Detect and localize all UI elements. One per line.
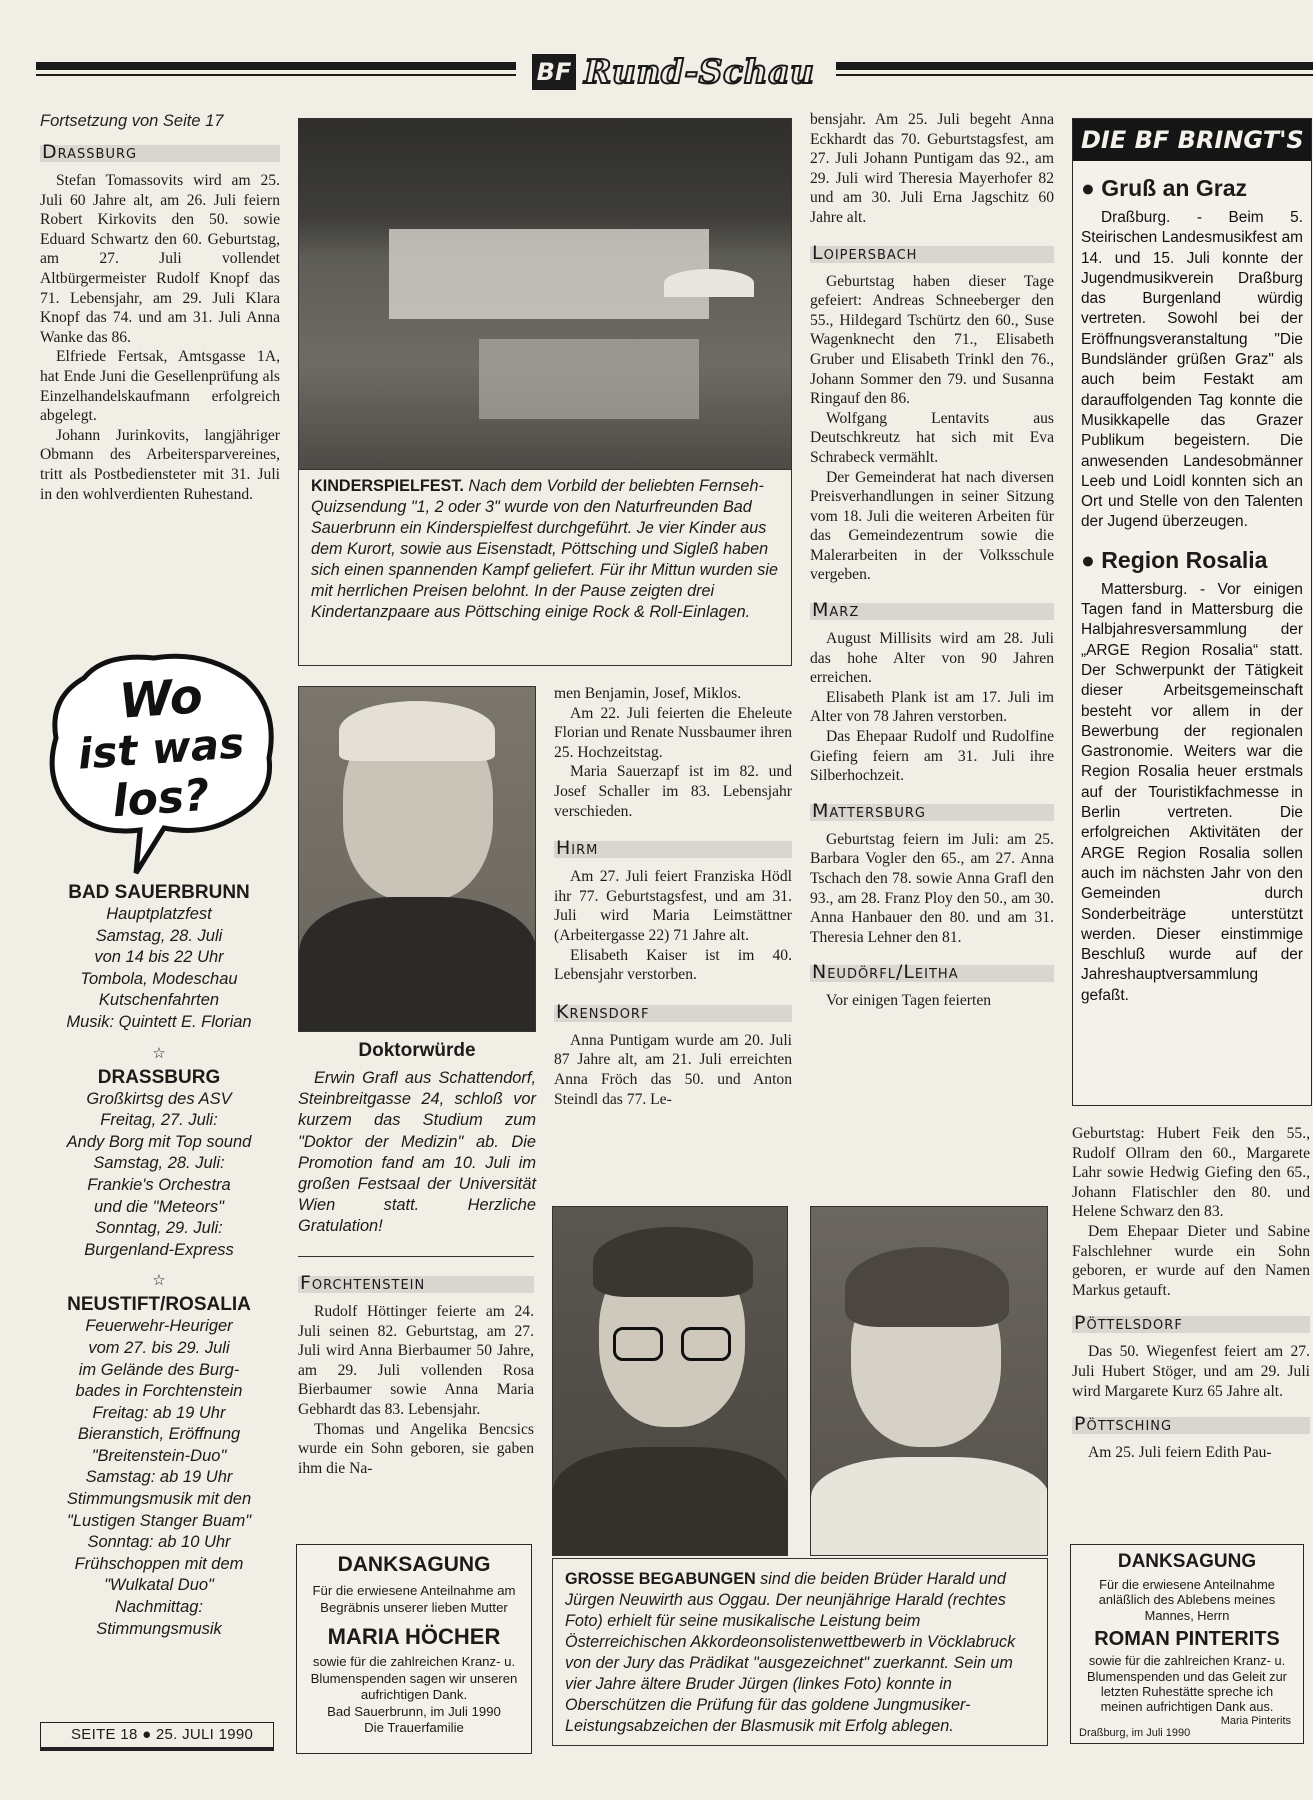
paragraph: Der Gemeinderat hat nach diversen Preisverhandlungen in seiner Sitzung vom 18. Juli die weiteren Arbeiten für das Gemeindezentrum sowie die Malerarbeiten in der Volksschule vergeben. xyxy=(810,468,1054,584)
column-3 xyxy=(554,684,792,1109)
danksagung-place: Draßburg, im Juli 1990 xyxy=(1079,1726,1191,1739)
paragraph: Thomas und Angelika Bencsics wurde ein Sohn geboren, sie gaben ihm die Na- xyxy=(298,1420,534,1477)
event-line: Frankie's Orchestra xyxy=(87,1175,231,1194)
paragraph: August Millisits wird am 28. Juli das hohe Alter von 90 Jahren erreichen. xyxy=(810,630,1054,687)
event-line: vom 27. bis 29. Juli xyxy=(88,1338,230,1357)
event-line: von 14 bis 22 Uhr xyxy=(94,948,224,967)
heading-neudoerfl: Neudörfl/Leitha xyxy=(810,959,1054,985)
event-line: Nachmittag: xyxy=(114,1598,204,1617)
danksagung-place: Bad Sauerbrunn, im Juli 1990 xyxy=(327,1703,501,1719)
section-title: Rund-Schau xyxy=(584,52,815,91)
paragraph: Anna Puntigam wurde am 20. Juli 87 Jahre alt, am 21. Juli erreichten Anna Fröch das 50. und Anton Steindl das 77. Le- xyxy=(554,1031,792,1108)
column-forchtenstein xyxy=(298,1270,534,1478)
heading-poettsching: Pöttsching xyxy=(1072,1411,1310,1437)
danksagung-intro: Für die erwiesene Anteilnahme am Begräbnis unserer lieben Mutter xyxy=(312,1583,516,1615)
event-line: Kutschenfahrten xyxy=(98,991,220,1010)
paragraph: Geburtstag haben dieser Tage gefeiert: Andreas Schneeberger den 55., Hildegard Tschürtz den 60., Suse Wagenknecht den 71., Elisabeth Gruber und Elisabeth Trinkl den 76., Johann Sommer den 79. und Susanna Ringauf den 86. xyxy=(810,272,1054,408)
event-line: Stimmungsmusik xyxy=(96,1619,222,1638)
events-list xyxy=(36,870,282,1640)
danksagung-body: sowie für die zahlreichen Kranz- u. Blumenspenden sagen wir unseren aufrichtigen Dank. xyxy=(310,1654,518,1702)
paragraph: Rudolf Höttinger feierte am 24. Juli seinen 82. Geburtstag, am 27. Juli wird Anna Bierbaumer 50 Jahre, am 29. Juli vollenden Rosa Bierbaumer sowie Anna Maria Gebhardt das 83. Lebensjahr. xyxy=(298,1303,534,1418)
event-line: Samstag, 28. Juli xyxy=(95,926,223,945)
bf-logo: BF xyxy=(532,54,576,90)
paragraph: Elisabeth Kaiser ist im 40. Lebensjahr verstorben. xyxy=(554,946,792,984)
paragraph: Am 25. Juli feiern Edith Pau- xyxy=(1088,1444,1272,1462)
danksagung-hoecher xyxy=(296,1544,532,1754)
event-line: Andy Borg mit Top sound xyxy=(66,1132,252,1151)
danksagung-pinterits xyxy=(1070,1544,1304,1744)
paragraph: Vor einigen Tagen feierten xyxy=(826,992,992,1010)
danksagung-name: ROMAN PINTERITS xyxy=(1094,1628,1280,1651)
paragraph: Am 22. Juli feierten die Eheleute Florian und Renate Nussbaumer ihren 25. Hochzeitstag. xyxy=(554,704,792,761)
paragraph: Wolfgang Lentavits aus Deutschkreutz hat sich mit Eva Schrabeck vermählt. xyxy=(810,409,1054,466)
event-line: Feuerwehr-Heuriger xyxy=(85,1317,233,1336)
photo-kinderspielfest xyxy=(298,118,792,470)
event-line: Frühschoppen mit dem xyxy=(74,1554,244,1573)
event-line: Bieranstich, Eröffnung xyxy=(77,1425,241,1444)
bubble-line: Wo xyxy=(117,668,205,730)
paragraph: Am 27. Juli feiert Franziska Hödl ihr 77. Geburtstagsfest, und am 31. Juli wird Maria Leimstättner (Arbeitergasse 22) 71 Jahre alt. xyxy=(554,868,792,944)
danksagung-body: sowie für die zahlreichen Kranz- u. Blumenspenden und das Geleit zur letzten Ruhestätte spreche ich meinen aufrichtigen Dank aus. xyxy=(1087,1653,1287,1715)
danksagung-name: MARIA HÖCHER xyxy=(327,1624,501,1649)
paragraph: Elfriede Fertsak, Amtsgasse 1A, hat Ende Juni die Gesellenprüfung als Einzelhandelskaufmann erfolgreich abgelegt. xyxy=(40,348,280,425)
event-line: Musik: Quintett E. Florian xyxy=(66,1012,252,1031)
paragraph: Elisabeth Plank ist am 17. Juli im Alter von 78 Jahren verstorben. xyxy=(810,688,1054,726)
event-line: Freitag: ab 19 Uhr xyxy=(92,1403,226,1422)
photo-juergen xyxy=(552,1206,788,1556)
danksagung-title: DANKSAGUNG xyxy=(337,1553,491,1576)
event-line: Samstag: ab 19 Uhr xyxy=(85,1468,233,1487)
event-line: Hauptplatzfest xyxy=(106,905,212,923)
event-line: Burgenland-Express xyxy=(84,1240,234,1259)
paragraph: Stefan Tomassovits wird am 25. Juli 60 Jahre alt, am 26. Juli feiern Robert Kirkovits den 50. sowie Eduard Schwartz den 60. Geburtstag, am 27. Juli vollendet Altbürgermeister Rudolf Knopf das 71. Lebensjahr, am 29. Juli Klara Knopf das 74. und am 31. Juli Anna Wanke das 86. xyxy=(40,172,280,346)
paragraph: Das 50. Wiegenfest feiert am 27. Juli Hubert Stöger, und am 29. Juli wird Margarete Kurz 65 Jahre alt. xyxy=(1072,1343,1310,1400)
heading-krensdorf: Krensdorf xyxy=(554,999,792,1025)
danksagung-intro: Für die erwiesene Anteilnahme anläßlich des Ablebens meines Mannes, Herrn xyxy=(1098,1577,1276,1623)
column-4 xyxy=(810,110,1054,1011)
danksagung-sign: Maria Pinterits xyxy=(1220,1714,1291,1727)
heading-forchtenstein: Forchtenstein xyxy=(298,1270,534,1296)
event-line: "Breitenstein-Duo" xyxy=(91,1446,227,1465)
event-line: Großkirtsg des ASV xyxy=(86,1089,232,1108)
heading-poettelsdorf: Pöttelsdorf xyxy=(1072,1310,1310,1336)
paragraph: Maria Sauerzapf ist im 82. und Josef Schaller im 83. Lebensjahr verschieden. xyxy=(554,763,792,820)
paragraph: Geburtstag feiern im Juli: am 25. Barbara Vogler den 65., am 27. Anna Tschach den 78. sowie Anna Grafl den 93., am 28. Franz Ploy den 50., am 30. Anna Hanbauer den 80. und am 31. Theresia Lehner den 81. xyxy=(810,830,1054,946)
star-divider: ☆ xyxy=(152,1273,166,1290)
doktor-text: Erwin Grafl aus Schattendorf, Steinbreitgasse 24, schloß vor kurzem das Studium zum "Doktor der Medizin" ab. Die Promotion fand am 10. Juli im großen Festsaal der Universität Wien statt. Herzliche Gratulation! xyxy=(298,1069,536,1236)
page-footer: SEITE 18 ● 25. JULI 1990 xyxy=(40,1722,274,1748)
star-divider: ☆ xyxy=(152,1045,166,1062)
event-line: Sonntag: ab 10 Uhr xyxy=(87,1533,231,1552)
paragraph: men Benjamin, Josef, Miklos. xyxy=(554,685,742,702)
paragraph: Johann Jurinkovits, langjähriger Obmann des Arbeitersparvereines, tritt als Postbediensteter mit 31. Juli in den wohlverdienten Ruhestand. xyxy=(40,426,280,503)
masthead xyxy=(36,52,1313,96)
event-line: "Lustigen Stanger Buam" xyxy=(66,1511,252,1530)
heading-marz: Marz xyxy=(810,597,1054,623)
caption-kinderspielfest: KINDERSPIELFEST. Nach dem Vorbild der beliebten Fernseh-Quizsendung "1, 2 oder 3" wurde von den Naturfreunden Bad Sauerbrunn ein Kinderspielfest durchgeführt. Je vier Kinder aus dem Kurort, sowie aus Eisenstadt, Pöttsching und Sigleß haben sich einen spannenden Kampf geliefert. Für ihr Mittun wurden sie mit herrlichen Preisen belohnt. In der Pause zeigten drei Kindertanzpaare aus Pöttsching einige Rock & Roll-Einlagen. xyxy=(298,470,792,666)
column-1 xyxy=(40,112,280,504)
event-line: im Gelände des Burg- xyxy=(78,1360,240,1379)
event-line: Tombola, Modeschau xyxy=(80,969,238,988)
paragraph: Dem Ehepaar Dieter und Sabine Falschlehner wurde ein Sohn geboren, er wurde auf den Namen Markus getauft. xyxy=(1072,1222,1310,1299)
bubble-line: los? xyxy=(110,769,212,828)
event-line: Sonntag, 29. Juli: xyxy=(95,1219,223,1238)
bf-text-rosalia: Mattersburg. - Vor einigen Tagen fand in Mattersburg die Halbjahresversammlung der „ARGE Region Rosalia“ statt. Der Schwerpunkt der Tätigkeit dieser Arbeitsgemeinschaft besteht vor allem in der Bewerbung der regionalen Gastronomie. Weiters war die Region Rosalia heuer erstmals auf der Touristikfachmesse in Berlin vertreten. Die erfolgreichen Aktivitäten der ARGE Region Rosalia sollen auch im nächsten Jahr von den Gemeinden durch Sonderbeiträge unterstützt werden. Dieser einstimmige Beschluß wurde auf der Jahreshauptversammlung gefaßt. xyxy=(1081,580,1303,1004)
event-line: bades in Forchtenstein xyxy=(75,1382,243,1401)
paragraph: Das Ehepaar Rudolf und Rudolfine Giefing feiern am 31. Juli ihre Silberhochzeit. xyxy=(810,728,1054,785)
bf-heading-rosalia: ● Region Rosalia xyxy=(1081,546,1268,573)
caption-begabungen: GROSSE BEGABUNGEN sind die beiden Brüder Harald und Jürgen Neuwirth aus Oggau. Der neunjährige Harald (rechtes Foto) erhielt für seine musikalische Leistung beim Österreichischen Akkordeonsolistenwettbewerb in Vöcklabruck von der Jury das Prädikat "ausgezeichnet" zuerkannt. Sein um vier Jahre ältere Bruder Jürgen (linkes Foto) konnte in Oberschützen die Prüfung für das goldene Jungmusiker-Leistungsabzeichen der Blasmusik mit Erfolg ablegen. xyxy=(552,1558,1048,1746)
bf-text-graz: Draßburg. - Beim 5. Steirischen Landesmusikfest am 14. und 15. Juli konnte der Jugendmusikverein Draßburg das Burgenland würdig vertreten. Sowohl bei der Eröffnungsveranstaltung "Die Bundsländer grüßen Graz" als auch beim Festakt am darauffolgenden Tag konnte die Musikkapelle das Grazer Publikum begeistern. Die anwesenden Landesobmänner Leeb und Loidl konnten sich an Ort und Stelle von den Talenten der Jugend überzeugen. xyxy=(1081,209,1303,531)
danksagung-title: DANKSAGUNG xyxy=(1117,1551,1257,1572)
heading-drassburg: Drassburg xyxy=(40,139,280,165)
bf-bringts-box xyxy=(1072,118,1312,1106)
paragraph: Geburtstag: Hubert Feik den 55., Rudolf Ollram den 60., Margarete Lahr sowie Hedwig Giefing den 65., Johann Flatischler den 80. und Helene Schwarz den 83. xyxy=(1072,1125,1310,1221)
event-title: DRASSBURG xyxy=(97,1066,221,1088)
events-bubble xyxy=(44,648,278,878)
heading-loipersbach: Loipersbach xyxy=(810,240,1054,266)
column-5 xyxy=(1072,1124,1310,1463)
paragraph: bensjahr. Am 25. Juli begeht Anna Eckhardt das 70. Geburtstagsfest, am 27. Juli Johann Puntigam das 92., am 29. Juli wird Theresia Mayerhofer 82 und am 30. Juli Erna Jagschitz 60 Jahre alt. xyxy=(810,111,1054,226)
event-title: NEUSTIFT/ROSALIA xyxy=(67,1294,251,1316)
photo-harald xyxy=(810,1206,1048,1556)
bf-banner: DIE BF BRINGT'S xyxy=(1073,119,1311,161)
event-line: und die "Meteors" xyxy=(93,1197,225,1216)
bubble-line: ist was xyxy=(76,718,246,779)
continued-note: Fortsetzung von Seite 17 xyxy=(40,112,224,130)
danksagung-sign: Die Trauerfamilie xyxy=(364,1720,464,1735)
photo-portrait-grafl xyxy=(298,686,536,1032)
event-line: "Wulkatal Duo" xyxy=(104,1576,214,1595)
event-line: Freitag, 27. Juli: xyxy=(100,1111,218,1130)
event-line: Samstag, 28. Juli: xyxy=(93,1154,225,1173)
event-line: Stimmungsmusik mit den xyxy=(66,1490,252,1509)
bullet-icon: ● xyxy=(1081,546,1102,573)
bf-heading-graz: ● Gruß an Graz xyxy=(1081,175,1247,201)
heading-mattersburg: Mattersburg xyxy=(810,798,1054,824)
event-title: BAD SAUERBRUNN xyxy=(68,882,250,903)
heading-hirm: Hirm xyxy=(554,835,792,861)
doktor-title: Doktorwürde xyxy=(358,1040,476,1061)
bullet-icon: ● xyxy=(1081,175,1102,201)
